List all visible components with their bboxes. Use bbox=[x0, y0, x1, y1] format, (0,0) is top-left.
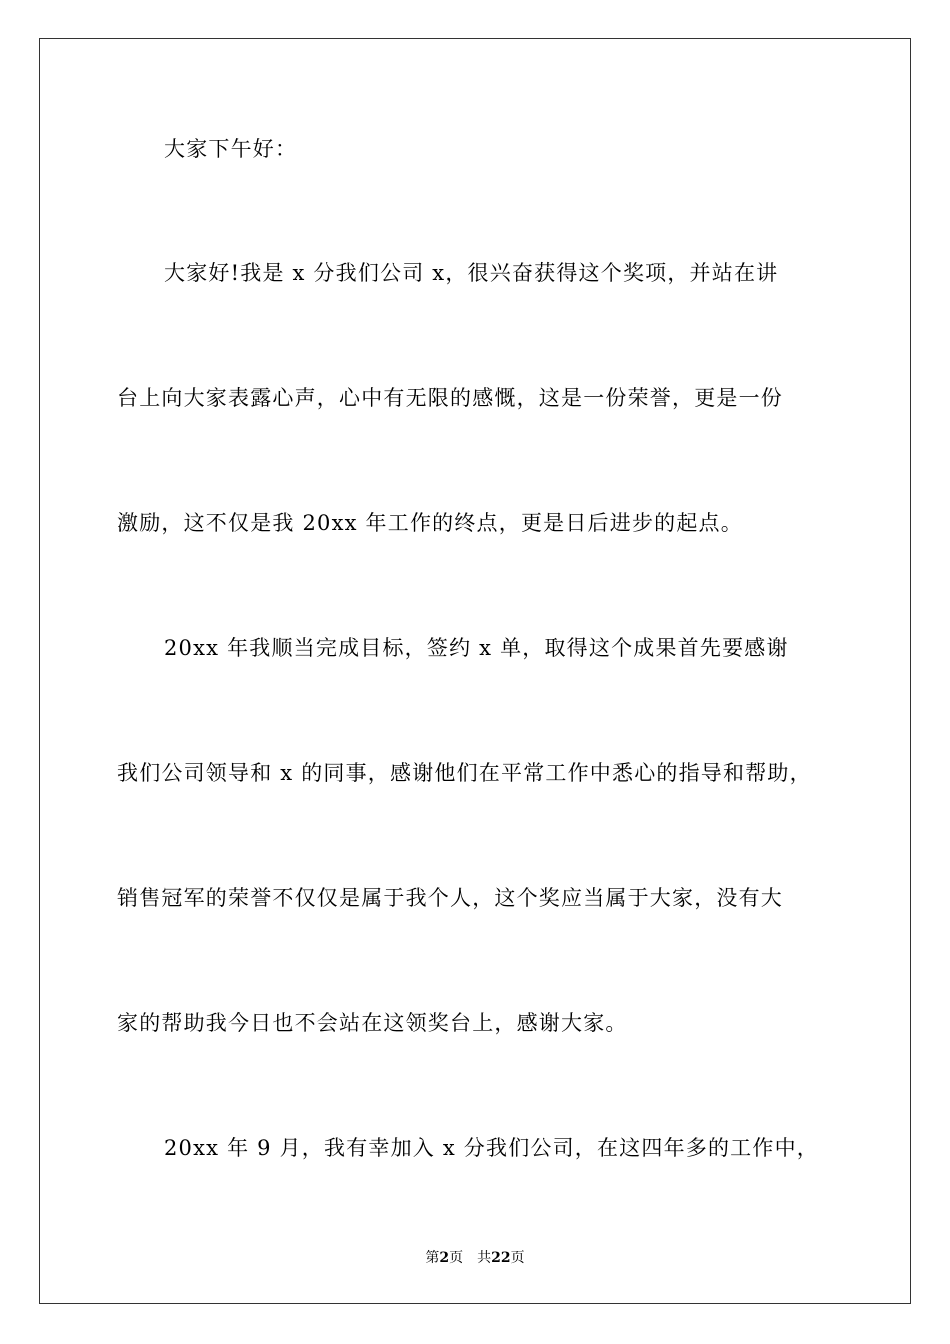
total-prefix: 共 bbox=[477, 1250, 492, 1266]
paragraph-line: 大家好!我是 x 分我们公司 x，很兴奋获得这个奖项，并站在讲 bbox=[164, 261, 779, 285]
paragraph-line: 家的帮助我今日也不会站在这领奖台上，感谢大家。 bbox=[117, 1011, 628, 1035]
page-prefix: 第 bbox=[425, 1250, 440, 1266]
paragraph-line: 20xx 年 9 月，我有幸加入 x 分我们公司，在这四年多的工作中， bbox=[164, 1136, 819, 1160]
paragraph-line: 20xx 年我顺当完成目标，签约 x 单，取得这个成果首先要感谢 bbox=[164, 636, 789, 660]
page-suffix: 页 bbox=[449, 1250, 464, 1266]
page-number: 2 bbox=[439, 1250, 450, 1266]
page-border bbox=[39, 38, 911, 1304]
page-footer bbox=[0, 1248, 950, 1268]
total-pages: 22 bbox=[491, 1250, 511, 1266]
paragraph-line: 台上向大家表露心声，心中有无限的感慨，这是一份荣誉，更是一份 bbox=[117, 386, 783, 410]
paragraph-line: 大家下午好： bbox=[164, 137, 298, 161]
paragraph-line: 激励，这不仅是我 20xx 年工作的终点，更是日后进步的起点。 bbox=[117, 511, 743, 535]
total-suffix: 页 bbox=[510, 1250, 525, 1266]
paragraph-line: 我们公司领导和 x 的同事，感谢他们在平常工作中悉心的指导和帮助， bbox=[117, 761, 812, 785]
paragraph-line: 销售冠军的荣誉不仅仅是属于我个人，这个奖应当属于大家，没有大 bbox=[117, 886, 783, 910]
